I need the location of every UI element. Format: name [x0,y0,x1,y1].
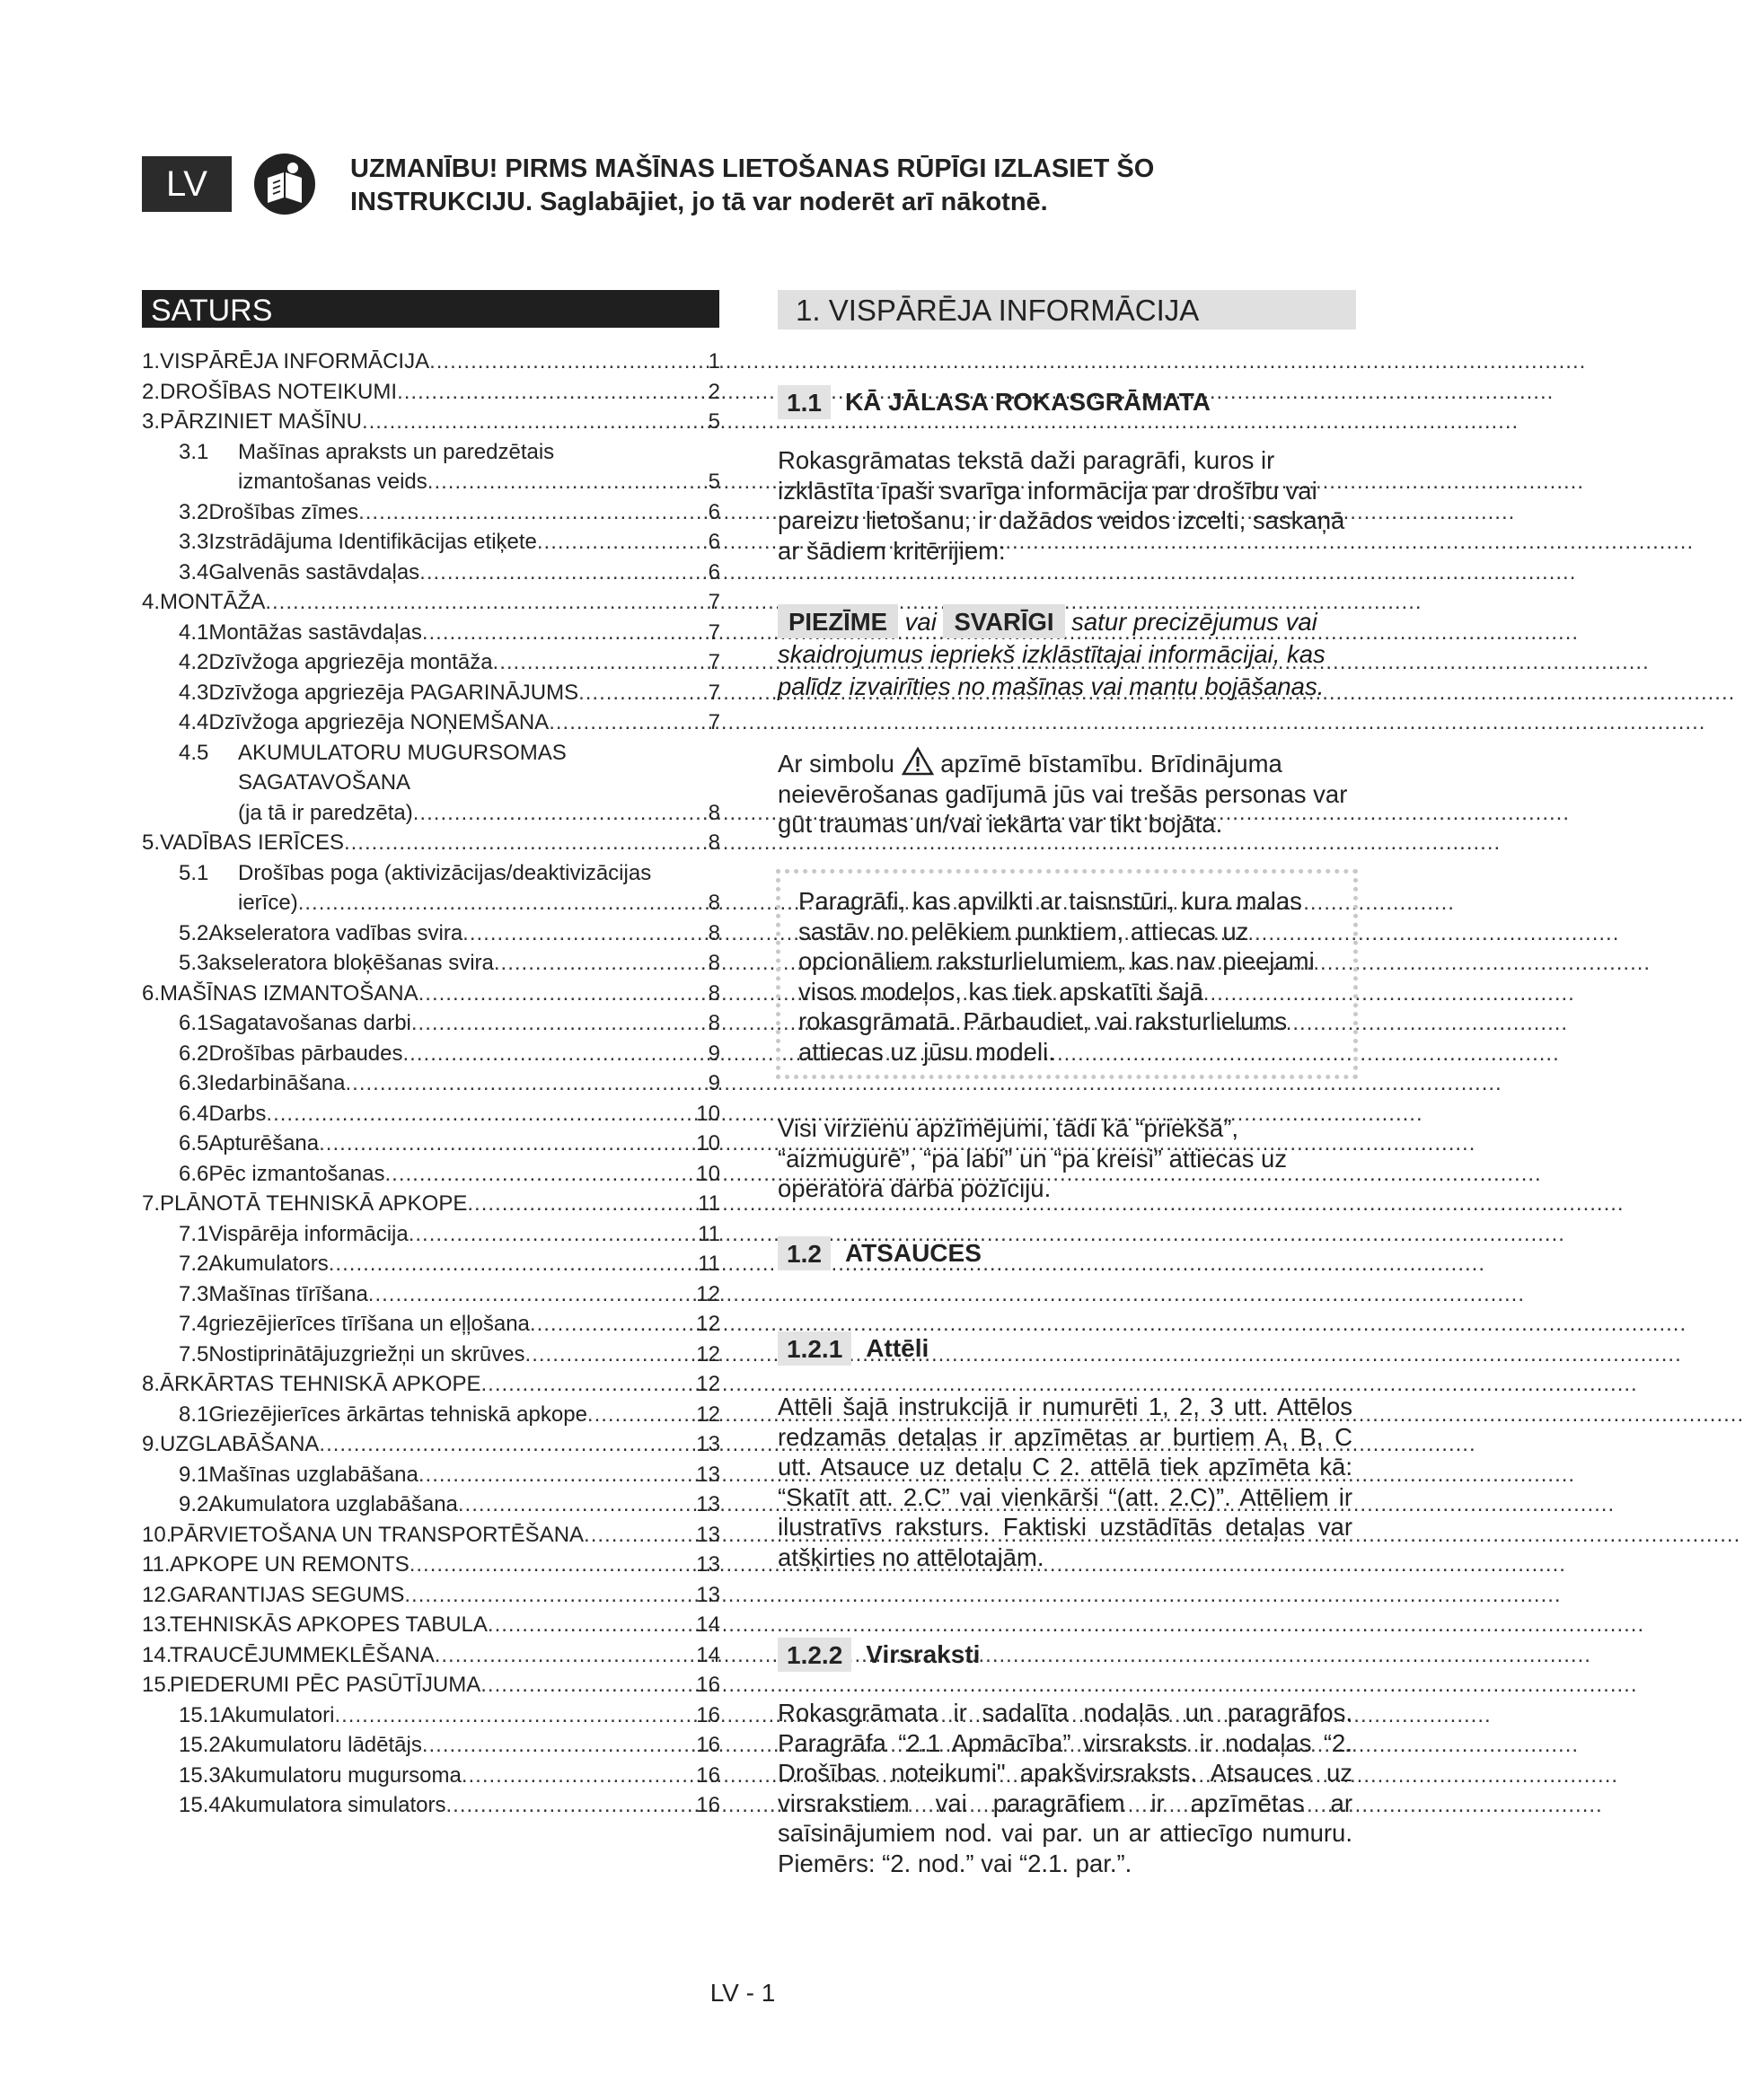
warning-line-2: INSTRUKCIJU. Saglabājiet, jo tā var noderēt arī nākotnē. [350,188,1048,216]
toc-entry-number: 9.2 [179,1492,209,1516]
note-rest-1: satur [1071,608,1127,636]
toc-entry[interactable] [142,1673,720,1703]
toc-entry[interactable] [142,1131,720,1162]
toc-entry-title: Iedarbināšana [208,1071,346,1095]
subsection-1-2-heading [778,1236,982,1270]
symbol-text-before: Ar simbolu [778,750,894,778]
toc-leader-dots [346,1071,707,1096]
toc-entry[interactable] [142,1583,720,1613]
toc-entry-number: 4.2 [179,650,209,674]
toc-entry-page: 10 [696,1131,720,1155]
optional-features-box: Paragrāfi, kas apvilkti ar taisnstūri, kura malas sastāv no pelēkiem punktiem, attiecas uz opcionāliem raksturlielumiem, kas nav pieejami visos modeļos, kas tiek apskatīti šajā rokasgrāmatā. Pārbaudiet, vai raksturlielums attiecas uz jūsu modeli. [776,869,1358,1079]
toc-entry-page: 14 [696,1642,720,1667]
note-chip: PIEZĪME [778,604,898,638]
toc-entry-title: Pēc izmantošanas [208,1161,385,1186]
toc-entry-title: AKUMULATORU MUGURSOMAS [238,740,567,765]
toc-entry-number: 15.2 [179,1733,221,1757]
toc-entry-page: 9 [708,1041,720,1066]
toc-entry-page: 12 [696,1281,720,1306]
toc-entry[interactable] [142,1463,720,1493]
toc-leader-dots [319,1432,694,1457]
toc-entry-title: VADĪBAS IERĪCES [160,830,344,855]
toc-entry-page: 7 [708,680,720,705]
toc-entry-page: 7 [708,650,720,674]
toc-leader-dots [418,1463,694,1488]
figures-paragraph: Attēli šajā instrukcijā ir numurēti 1, 2, 3 utt. Attēlos redzamās detaļas ir apzīmētas ar burtiem A, B, C utt. Atsauce uz detaļu C 2. attēlā tiek apzīmēta kā: “Skatīt att. 2.C” vai vienkārši “(att. 2.C)”. Attēliem ir ilustratīvs raksturs. Faktiski uzstādītās detaļas var atšķirties no attēlotajām. [778,1393,1352,1571]
toc-leader-dots [462,1763,694,1788]
toc-leader-dots [422,1733,694,1758]
toc-leader-dots [584,1523,694,1548]
toc-entry[interactable] [142,440,720,470]
toc-entry[interactable] [142,1041,720,1072]
toc-entry-number: 4.5 [179,740,209,765]
toc-entry-number: 15. [142,1673,172,1697]
toc-leader-dots [266,1102,694,1127]
toc-leader-dots [578,681,707,706]
toc-entry-number: 15.4 [179,1793,221,1817]
toc-leader-dots [530,1312,694,1337]
toc-entry-page: 5 [708,470,720,494]
toc-leader-dots [410,1552,695,1577]
toc-leader-dots [344,830,707,856]
toc-entry-number: 5.3 [179,951,209,975]
toc-entry-title: Dzīvžoga apgriezēja montāža [208,650,493,674]
toc-entry-number: 7.3 [179,1281,209,1306]
toc-entry-number: 4. [142,590,161,614]
toc-entry-number: 7.1 [179,1221,209,1246]
section-heading: 1. VISPĀRĒJA INFORMĀCIJA [778,290,1356,329]
toc-leader-dots [298,891,707,916]
toc-entry-page: 16 [696,1733,720,1757]
toc-entry[interactable] [142,1252,720,1282]
toc-entry[interactable] [142,530,720,560]
subsection-title: KĀ JĀLASA ROKASGRĀMATA [844,388,1211,416]
toc-entry-number: 4.4 [179,710,209,734]
toc-entry[interactable] [142,981,720,1012]
toc-entry[interactable] [142,409,720,440]
toc-entry-title: Drošības poga (aktivizācijas/deaktivizācijas [238,860,652,885]
toc-heading: SATURS [142,290,719,328]
toc-entry[interactable] [142,1312,720,1342]
toc-leader-dots [525,1342,695,1367]
toc-leader-dots [480,1372,694,1397]
toc-entry-page: 10 [696,1101,720,1126]
toc-entry-title: ĀRKĀRTAS TEHNISKĀ APKOPE [160,1372,481,1396]
toc-entry-number: 3.1 [179,439,209,464]
toc-entry-number: 8.1 [179,1401,209,1427]
toc-leader-dots [445,1793,694,1818]
toc-entry-number: 7.2 [179,1252,209,1276]
subsection-title: Attēli [866,1334,929,1362]
toc-entry[interactable] [142,1222,720,1252]
toc-entry[interactable] [142,1612,720,1643]
toc-leader-dots [488,1612,694,1638]
toc-entry-page: 14 [696,1612,720,1637]
toc-entry-number: 5.2 [179,920,209,945]
toc-entry-number: 6.1 [179,1011,209,1035]
symbol-text-after: apzīmē bīstamību. Brīdinājuma neievērošanas gadījumā jūs vai trešās personas var gūt traumas un/vai iekārta var tikt bojāta. [778,750,1348,838]
toc-entry-title: TRAUCĒJUMMEKLĒŠANA [170,1642,435,1667]
toc-entry[interactable] [142,1793,720,1823]
toc-entry-page: 11 [698,1221,720,1246]
toc-entry[interactable] [142,891,720,921]
toc-entry-page: 7 [708,619,720,645]
toc-entry[interactable] [142,1763,720,1794]
toc-entry-title: izmantošanas veids [238,470,427,494]
toc-leader-dots [429,349,707,374]
toc-entry-title: Akseleratora vadības svira [208,920,463,945]
toc-entry-title: APKOPE UN REMONTS [170,1552,410,1577]
note-or: vai [904,608,937,636]
toc-entry-number: 4.3 [179,680,209,705]
toc-entry-title: PLĀNOTĀ TEHNISKĀ APKOPE [160,1191,468,1216]
note-explanation [778,604,1370,703]
toc-entry-page: 13 [696,1462,720,1487]
toc-entry[interactable] [142,710,720,741]
toc-entry-page: 13 [696,1582,720,1607]
toc-entry[interactable] [142,1191,720,1222]
warning-heading [350,153,1248,219]
subsection-number: 1.2 [778,1236,831,1270]
read-manual-icon [253,153,316,215]
toc-leader-dots [419,560,706,585]
toc-entry-title: PIEDERUMI PĒC PASŪTĪJUMA [170,1673,481,1697]
toc-leader-dots [384,1162,694,1187]
table-of-contents [142,349,720,1823]
toc-entry-number: 7. [142,1191,161,1216]
toc-leader-dots [362,409,707,435]
toc-entry-title: Darbs [208,1101,267,1126]
toc-entry-number: 10. [142,1522,172,1547]
toc-entry-page: 13 [696,1492,720,1516]
toc-entry[interactable] [142,830,720,861]
toc-entry-title: Drošības zīmes [208,499,359,524]
toc-entry-page: 11 [698,1191,720,1216]
toc-entry[interactable] [142,349,720,380]
toc-entry-title: akseleratora bloķēšanas svira [208,951,494,975]
toc-entry-title: (ja tā ir paredzēta) [238,800,413,825]
toc-entry-title: Akumulatora simulators [220,1793,446,1817]
toc-entry-page: 12 [696,1372,720,1396]
toc-entry-page: 1 [708,349,720,373]
toc-entry-title: GARANTIJAS SEGUMS [170,1582,405,1607]
toc-entry-title: PĀRVIETOŠANA UN TRANSPORTĒŠANA [170,1522,585,1547]
toc-entry[interactable] [142,1162,720,1192]
toc-leader-dots [319,1131,694,1156]
toc-entry-page: 2 [708,379,720,404]
toc-entry-number: 7.4 [179,1312,209,1336]
toc-entry[interactable] [142,560,720,591]
toc-entry-page: 8 [708,920,720,945]
toc-leader-dots [397,380,707,405]
toc-entry-title: UZGLABĀŠANA [160,1432,320,1456]
toc-entry-title: DROŠĪBAS NOTEIKUMI [160,379,398,404]
toc-entry-page: 8 [708,891,720,915]
language-badge: LV [142,156,232,212]
subsection-number: 1.2.1 [778,1331,851,1366]
toc-entry-title: Nostiprinātājuzgriežņi un skrūves [208,1341,525,1366]
toc-entry[interactable] [142,951,720,981]
toc-entry-title: MONTĀŽA [160,590,266,614]
toc-entry-number: 14. [142,1642,172,1667]
toc-entry[interactable] [142,500,720,531]
toc-entry-title: Drošības pārbaudes [208,1041,403,1066]
toc-leader-dots [480,1673,694,1698]
toc-entry[interactable] [142,1011,720,1041]
toc-entry[interactable] [142,1733,720,1763]
toc-leader-dots [411,1011,707,1036]
toc-entry-number: 3. [142,409,161,434]
toc-entry-number: 6.6 [179,1161,209,1186]
toc-leader-dots [537,530,707,555]
toc-entry[interactable] [142,1703,720,1734]
toc-entry[interactable] [142,1523,720,1553]
toc-entry-number: 1. [142,349,161,373]
subsection-1-2-1-heading [778,1331,929,1366]
toc-entry[interactable] [142,681,720,711]
toc-entry-number: 15.3 [179,1762,221,1788]
toc-entry-title: TEHNISKĀS APKOPES TABULA [170,1612,488,1637]
toc-entry-number: 6.4 [179,1101,209,1126]
toc-leader-dots [494,951,707,976]
toc-entry[interactable] [142,741,720,771]
toc-entry-page: 8 [708,830,720,855]
toc-entry-title: SAGATAVOŠANA [238,770,411,795]
toc-entry[interactable] [142,1552,720,1583]
toc-entry-page: 6 [708,559,720,584]
toc-entry-number: 6.2 [179,1041,209,1066]
toc-entry-page: 8 [708,980,720,1006]
toc-entry-number: 9.1 [179,1462,209,1487]
toc-entry-title: Akumulatoru lādētājs [220,1733,422,1757]
toc-entry-page: 5 [708,409,720,434]
toc-entry-title: VISPĀRĒJA INFORMĀCIJA [160,349,430,373]
toc-entry[interactable] [142,1643,720,1674]
warning-triangle-icon [902,747,934,776]
toc-entry-title: Akumulatoru mugursoma [220,1762,462,1788]
toc-entry-number: 3.2 [179,499,209,524]
toc-entry-page: 11 [698,1252,720,1276]
toc-entry-number: 3.3 [179,530,209,554]
toc-entry[interactable] [142,861,720,892]
toc-entry-page: 12 [696,1401,720,1427]
subsection-number: 1.2.2 [778,1638,851,1672]
toc-entry-title: Dzīvžoga apgriezēja NOŅEMŠANA [208,710,550,734]
toc-entry-page: 13 [696,1522,720,1547]
toc-entry[interactable] [142,380,720,410]
toc-entry-title: Apturēšana [208,1131,320,1155]
toc-entry-number: 6. [142,980,161,1006]
toc-leader-dots [409,1222,696,1247]
toc-leader-dots [334,1703,694,1728]
subsection-1-2-2-heading [778,1638,980,1672]
toc-entry-number: 7.5 [179,1341,209,1366]
subsection-title: Virsraksti [866,1640,981,1668]
toc-entry[interactable] [142,1492,720,1523]
toc-entry-page: 6 [708,499,720,524]
toc-entry[interactable] [142,620,720,651]
toc-entry-title: Montāžas sastāvdaļas [208,619,422,645]
toc-leader-dots [403,1041,707,1067]
toc-entry-title: Akumulatora uzglabāšana [208,1492,458,1516]
toc-leader-dots [462,921,706,946]
toc-leader-dots [587,1402,694,1428]
toc-entry-page: 8 [708,800,720,825]
toc-entry-title: Izstrādājuma Identifikācijas etiķete [208,530,537,554]
toc-entry[interactable] [142,1402,720,1433]
toc-leader-dots [493,650,707,675]
toc-entry[interactable] [142,801,720,831]
toc-entry[interactable] [142,1071,720,1102]
toc-entry-number: 3.4 [179,559,209,584]
toc-leader-dots [467,1191,696,1217]
toc-entry-page: 12 [696,1312,720,1336]
subsection-number: 1.1 [778,385,831,419]
toc-entry[interactable] [142,770,720,801]
toc-entry-title: Mašīnas tīrīšana [208,1281,368,1306]
page-number: LV - 1 [709,1979,776,2007]
toc-entry-number: 6.5 [179,1131,209,1155]
note-rest-2: precizējumus vai skaidrojumus iepriekš izklāstītajai informācijai, kas palīdz izvairīties no mašīnas vai mantu bojāšanas. [778,608,1326,700]
toc-entry[interactable] [142,650,720,681]
toc-entry[interactable] [142,590,720,620]
warning-line-1: UZMANĪBU! PIRMS MAŠĪNAS LIETOŠANAS RŪPĪGI IZLASIET ŠO [350,154,1155,183]
toc-leader-dots [427,470,707,495]
toc-entry-number: 2. [142,379,161,404]
toc-entry-number: 11. [142,1552,171,1577]
toc-leader-dots [549,710,706,735]
toc-entry-page: 9 [708,1071,720,1095]
toc-leader-dots [358,500,707,525]
toc-entry-number: 13. [142,1612,172,1637]
important-chip: SVARĪGI [943,604,1064,638]
subsection-1-1-heading [778,385,1211,419]
toc-entry[interactable] [142,1342,720,1373]
toc-leader-dots [265,590,706,615]
toc-entry-page: 13 [696,1432,720,1456]
toc-entry-page: 7 [708,590,720,614]
toc-entry-number: 12. [142,1582,172,1607]
toc-entry-title: Mašīnas apraksts un paredzētais [238,439,555,464]
toc-entry-title: griezējierīces tīrīšana un eļļošana [208,1312,530,1336]
toc-leader-dots [458,1492,694,1517]
toc-entry-title: Galvenās sastāvdaļas [208,559,420,584]
how-to-read-paragraph: Rokasgrāmatas tekstā daži paragrāfi, kuros ir izklāstīta īpaši svarīga informācija par drošību vai pareizu lietošanu, ir dažādos veidos izcelti, saskaņā ar šādiem kritērijiem: [778,446,1345,565]
toc-entry-number: 15.1 [179,1702,221,1727]
toc-leader-dots [422,620,707,646]
toc-entry-title: Vispārēja informācija [208,1221,409,1246]
toc-entry-title: Griezējierīces ārkārtas tehniskā apkope [208,1401,587,1427]
toc-entry-number: 5.1 [179,860,209,885]
toc-entry-number: 6.3 [179,1071,209,1095]
toc-leader-dots [329,1252,696,1277]
toc-entry-page: 16 [696,1762,720,1788]
toc-entry[interactable] [142,470,720,500]
toc-entry-page: 16 [696,1793,720,1817]
toc-entry-title: MAŠĪNAS IZMANTOŠANA [160,980,418,1006]
toc-entry-page: 7 [708,710,720,734]
toc-entry-title: Akumulators [208,1252,329,1276]
toc-entry[interactable] [142,1432,720,1463]
toc-entry-number: 4.1 [179,619,209,645]
toc-entry-page: 6 [708,530,720,554]
directions-paragraph: Visi virzienu apzīmējumi, tādi kā “priekšā”, “aizmugurē”, “pa labi” un “pa kreisi” attiecas uz operatora darba pozīciju. [778,1114,1288,1202]
toc-entry-number: 8. [142,1372,161,1396]
toc-entry[interactable] [142,1282,720,1313]
toc-entry-title: Sagatavošanas darbi [208,1011,411,1035]
toc-entry-title: ierīce) [238,891,298,915]
toc-leader-dots [368,1282,695,1307]
toc-entry-page: 12 [696,1341,720,1366]
toc-entry-title: Akumulatori [220,1702,335,1727]
toc-leader-dots [404,1583,694,1608]
toc-entry-title: Mašīnas uzglabāšana [208,1462,418,1487]
toc-entry[interactable] [142,1372,720,1402]
toc-entry-title: PĀRZINIET MAŠĪNU [160,409,362,434]
toc-leader-dots [435,1643,695,1668]
toc-leader-dots [413,801,707,826]
toc-entry-page: 8 [708,951,720,975]
toc-entry-page: 10 [696,1161,720,1186]
toc-entry[interactable] [142,921,720,952]
toc-leader-dots [418,981,707,1006]
headings-paragraph: Rokasgrāmata ir sadalīta nodaļās un paragrāfos. Paragrāfa “2.1 Apmācība” virsraksts ir nodaļas “2. Drošības noteikumi" apakšvirsraksts. Atsauces uz virsrakstiem vai paragrāfiem ir apzīmētas ar saīsinājumiem nod. vai par. un ar attiecīgo numuru. Piemērs: “2. nod.” vai “2.1. par.”. [778,1699,1352,1877]
toc-entry-number: 9. [142,1432,161,1456]
toc-entry-title: Dzīvžoga apgriezēja PAGARINĀJUMS [208,680,579,705]
toc-entry-page: 13 [696,1552,720,1577]
subsection-title: ATSAUCES [844,1239,982,1267]
hazard-symbol-paragraph [778,747,1352,839]
toc-entry-page: 16 [696,1673,720,1697]
toc-entry[interactable] [142,1102,720,1132]
toc-entry-page: 8 [708,1011,720,1035]
toc-entry-page: 16 [696,1702,720,1727]
toc-entry-number: 5. [142,830,161,855]
